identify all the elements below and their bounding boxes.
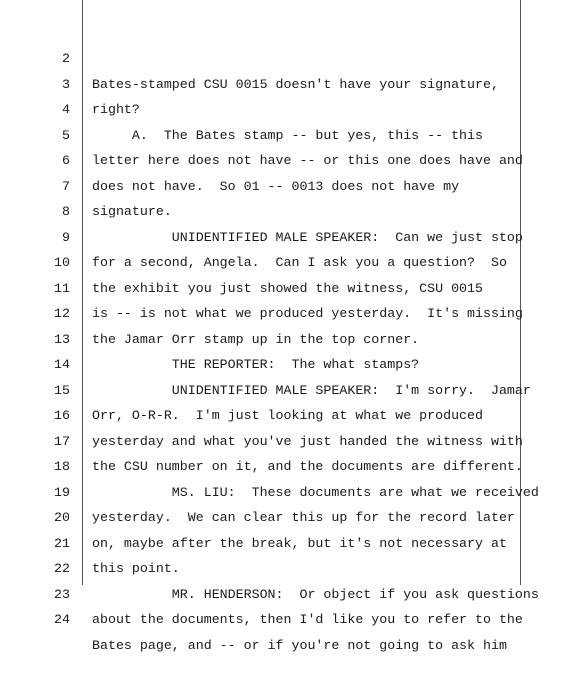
line-number: 8 [62,204,70,219]
line-number: 7 [62,178,70,194]
line-text: yesterday and what you've just handed the witness with [92,433,523,449]
transcript-line [0,0,585,21]
line-text: Bates-stamped CSU 0015 doesn't have your signature, [92,76,499,92]
line-number: 9 [62,229,70,245]
line-text: is -- is not what we produced yesterday. It's missing [92,306,523,321]
line-text: the exhibit you just showed the witness, CSU 0015 [92,280,483,296]
line-number: 13 [54,331,70,347]
line-number: 14 [54,357,70,372]
line-number: 2 [62,51,70,66]
line-text: Bates page, and -- or if you're not going to ask him [92,637,507,653]
line-number: 18 [54,459,70,474]
line-number: 23 [54,586,70,602]
line-number: 19 [54,484,70,500]
line-number: 16 [54,408,70,423]
line-number: 5 [62,127,70,143]
line-number: 24 [54,612,70,627]
line-number: 21 [54,535,70,551]
line-text: on, maybe after the break, but it's not necessary at [92,535,507,551]
line-text: does not have. So 01 -- 0013 does not have my [92,178,460,194]
line-number: 6 [62,153,70,168]
line-text: yesterday. We can clear this up for the record later [92,510,515,525]
line-text: UNIDENTIFIED MALE SPEAKER: Can we just stop [92,229,523,245]
line-text: right? [92,102,140,117]
line-text: the CSU number on it, and the documents are different. [92,459,523,474]
line-number: 11 [54,280,70,296]
transcript-line [0,21,585,92]
line-text: signature. [92,204,172,219]
line-text: Orr, O-R-R. I'm just looking at what we produced [92,408,483,423]
line-text: A. The Bates stamp -- but yes, this -- this [92,127,483,143]
line-text: THE REPORTER: The what stamps? [92,357,420,372]
line-number: 22 [54,561,70,576]
line-text: letter here does not have -- or this one does have and [92,153,523,168]
line-text: this point. [92,561,180,576]
line-number: 17 [54,433,70,449]
line-text: for a second, Angela. Can I ask you a question? So [92,255,507,270]
line-number: 10 [54,255,70,270]
line-number: 4 [62,102,70,117]
line-number: 12 [54,306,70,321]
line-text: about the documents, then I'd like you to refer to the [92,612,523,627]
line-text: UNIDENTIFIED MALE SPEAKER: I'm sorry. Jamar [92,382,531,398]
line-number: 20 [54,510,70,525]
line-text: the Jamar Orr stamp up in the top corner. [92,331,420,347]
line-text: MR. HENDERSON: Or object if you ask questions [92,586,539,602]
line-number: 15 [54,382,70,398]
line-text: MS. LIU: These documents are what we received [92,484,539,500]
line-number: 3 [62,76,70,92]
